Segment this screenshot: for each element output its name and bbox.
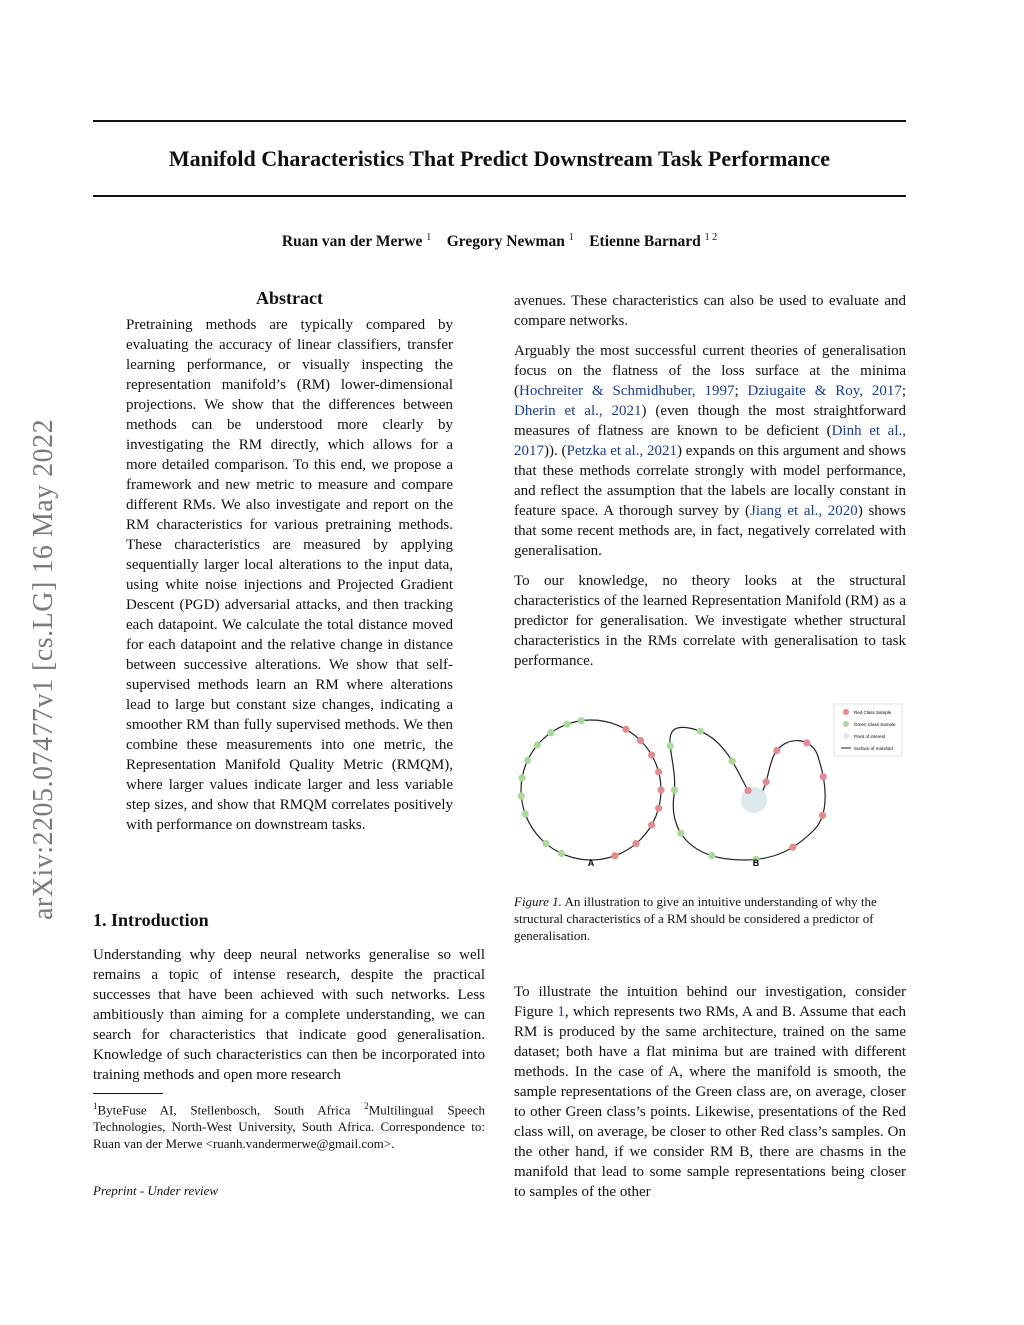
red-sample	[622, 726, 629, 733]
green-sample	[518, 774, 525, 781]
red-sample	[655, 805, 662, 812]
figure-reference-link[interactable]: 1	[557, 1004, 565, 1020]
green-sample	[524, 757, 531, 764]
green-sample	[578, 717, 585, 724]
legend-label: Green Class Sample	[854, 722, 896, 727]
green-sample	[667, 742, 674, 749]
footnote-mark: 2	[364, 1101, 369, 1111]
citation-link[interactable]: Hochreiter & Schmidhuber, 1997	[519, 383, 735, 399]
legend	[834, 704, 902, 756]
green-sample	[729, 758, 736, 765]
label-a: A	[587, 858, 595, 868]
legend-label: Surface of manifold	[854, 746, 893, 751]
legend-red-icon	[843, 709, 849, 715]
citation-link[interactable]: Dinh et al., 2017	[514, 423, 907, 459]
legend-green-icon	[843, 721, 849, 727]
green-sample	[547, 729, 554, 736]
author-name: Gregory Newman	[446, 233, 565, 251]
legend-poi-icon	[843, 733, 849, 739]
paragraph-illustrate: To illustrate the intuition behind our investigation, consider Figure 1, which represents two RMs, A and B. Assume that each RM is produced by the same architecture, trained on the same dataset; both have a flat minima but are trained with different methods. In the case of A, where the manifold is smooth, the sample representations of the Green class are, on average, closer to other Green class’s points. Likewise, presentations of the Red class will, on average, be closer to other Red class’s samples. On the other hand, if we consider RM B, there are chasms in the manifold that lead to some sample representations being closer to samples of the other	[514, 984, 906, 1200]
legend-label: Point of interest	[854, 734, 886, 739]
red-sample	[763, 778, 770, 785]
paragraph-theories: Arguably the most successful current theories of generalisation focus on the flatness of the loss surface at the minima (Hochreiter & Schmidhuber, 1997; Dziugaite & Roy, 2017; Dherin et al., 2021) (even though the most straightforward measures of flatness are known to be deficient (Dinh et al., 2017)). (Petzka et al., 2021) expands on this argument and shows that these methods correlate strongly with model performance, and reflect the assumption that the labels are locally constant in feature space. A thorough survey by (Jiang et al., 2020) shows that some recent methods are, in fact, negatively correlated with generalisation.	[514, 343, 907, 559]
red-sample	[648, 751, 655, 758]
green-sample	[518, 793, 525, 800]
author-name: Etienne Barnard	[589, 233, 701, 251]
title-bottom-rule	[93, 195, 906, 197]
red-sample	[803, 739, 810, 746]
author-affiliation: 1	[568, 232, 574, 243]
green-sample	[677, 830, 684, 837]
author-name: Ruan van der Merwe	[281, 233, 423, 251]
citation-link[interactable]: Dziugaite & Roy, 2017	[747, 383, 902, 399]
footnote-mark: 1	[93, 1101, 98, 1111]
section-heading-introduction: 1. Introduction	[93, 910, 209, 930]
paragraph-avenues: avenues. These characteristics can also be used to evaluate and compare networks.	[514, 293, 906, 329]
arxiv-identifier: arXiv:2205.07477v1 [cs.LG] 16 May 2022	[28, 418, 59, 920]
red-sample	[632, 840, 639, 847]
figure-caption: Figure 1. An illustration to give an intuitive understanding of why the structural characteristics of a RM should be considered a predictor of generalisation.	[514, 894, 877, 943]
red-sample	[773, 747, 780, 754]
affiliation-2: Multilingual Speech Technologies, North-West University, South Africa. Correspondence to: Ruan van der Merwe <ruanh.vandermerwe@gmail.com>.	[93, 1102, 485, 1152]
red-sample	[655, 768, 662, 775]
red-sample	[789, 844, 796, 851]
green-sample	[522, 810, 529, 817]
green-sample	[558, 850, 565, 857]
citation-link[interactable]: Petzka et al., 2021	[566, 443, 677, 459]
citation-link[interactable]: Dherin et al., 2021	[514, 403, 642, 419]
green-sample	[563, 721, 570, 728]
citation-link[interactable]: Jiang et al., 2020	[750, 503, 858, 519]
legend-label: Red Class Sample	[854, 710, 892, 715]
green-sample	[697, 728, 704, 735]
red-sample	[657, 786, 664, 793]
sample-points	[518, 717, 827, 863]
red-sample	[744, 787, 751, 794]
manifold-illustration	[514, 700, 906, 876]
red-sample	[819, 812, 826, 819]
title-top-rule	[93, 120, 906, 122]
red-sample	[648, 821, 655, 828]
figure-1	[514, 700, 906, 876]
abstract-body: Pretraining methods are typically compared by evaluating the accuracy of linear classifiers, transfer learning performance, or visually inspecting the representation manifold’s (RM) lower-dimensional projections. We show that the differences between methods can be understood more clearly by investigating the RM directly, which allows for a more detailed comparison. To this end, we propose a framework and new metric to measure and compare different RMs. We also investigate and report on the RM characteristics for various pretraining methods. These characteristics are measured by applying sequentially larger local alterations to the input data, using white noise injections and Projected Gradient Descent (PGD) adversarial attacks, and then tracking each datapoint. We calculate the total distance moved for each datapoint and the relative change in distance between successive alterations. We show that self-supervised methods learn an RM where alterations lead to large but constant size changes, indicating a smoother RM than fully supervised methods. We then combine these measurements into one metric, the Representation Manifold Quality Metric (RMQM), where larger values indicate larger and less variable step sizes, and show that RMQM correlates positively with performance on downstream tasks.	[126, 317, 453, 833]
red-sample	[637, 737, 644, 744]
author-affiliation: 1 2	[704, 232, 718, 243]
label-b: B	[752, 858, 760, 868]
paper-title: Manifold Characteristics That Predict Downstream Task Performance	[168, 146, 831, 171]
green-sample	[671, 787, 678, 794]
author-affiliation: 1	[426, 232, 432, 243]
red-sample	[611, 852, 618, 859]
green-sample	[534, 741, 541, 748]
author-list	[93, 232, 906, 251]
abstract-heading: Abstract	[256, 288, 323, 308]
red-sample	[820, 773, 827, 780]
preprint-notice: Preprint - Under review	[93, 1183, 219, 1198]
affiliation-1: ByteFuse AI, Stellenbosch, South Africa	[97, 1102, 351, 1118]
green-sample	[542, 840, 549, 847]
footnote-rule	[93, 1093, 163, 1094]
affiliation-footnote	[93, 1098, 485, 1152]
green-sample	[708, 852, 715, 859]
introduction-paragraph: Understanding why deep neural networks generalise so well remains a topic of intense research, despite the practical successes that have been achieved with such networks. Less ambitiously than aiming for a complete understanding, we can search for characteristics that indicate good generalisation. Knowledge of such characteristics can then be incorporated into training methods and open more research	[93, 947, 485, 1083]
paragraph-knowledge: To our knowledge, no theory looks at the structural characteristics of the learned Representation Manifold (RM) as a predictor for generalisation. We investigate whether structural characteristics in the RMs correlate with generalisation to task performance.	[514, 573, 906, 669]
